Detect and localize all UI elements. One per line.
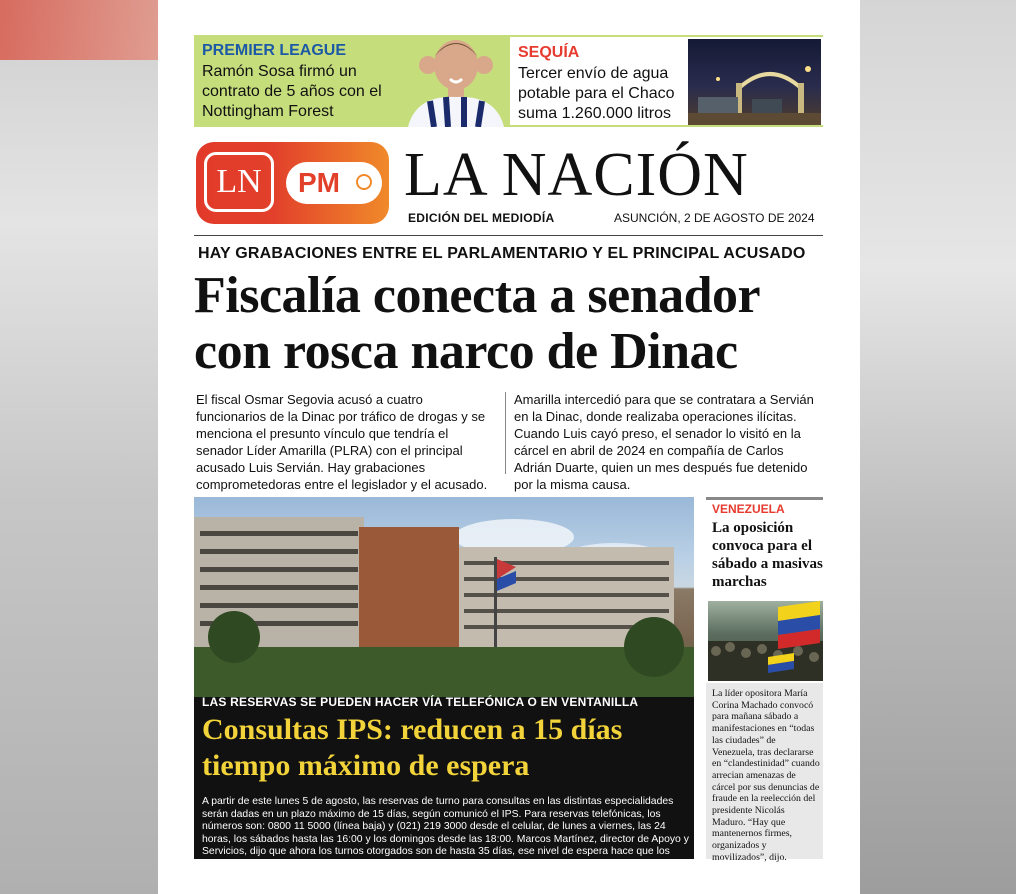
main-story-headline[interactable]: Fiscalía conecta a senador con rosca narco de Dinac: [194, 267, 760, 380]
top-teaser-banner: [194, 35, 823, 127]
venezuela-crowd-photo: [708, 601, 823, 681]
background-blur-left: [0, 0, 158, 894]
ips-story-headline[interactable]: Consultas IPS: reducen a 15 días tiempo máximo de espera: [202, 713, 623, 782]
main-story-column-1: El fiscal Osmar Segovia acusó a cuatro funcionarios de la Dinac por tráfico de drogas y se menciona el presunto vínculo que tendría el senador Líder Amarilla (PLRA) con el principal acusado Luis Servián. Hay grabaciones comprometedoras entre el legislador y el acusado.: [196, 392, 488, 492]
teaser-sequia[interactable]: [510, 35, 823, 127]
masthead-divider: [194, 235, 823, 236]
ips-story-kicker: LAS RESERVAS SE PUEDEN HACER VÍA TELEFÓNICA O EN VENTANILLA: [202, 695, 639, 709]
date-line: ASUNCIÓN, 2 DE AGOSTO DE 2024: [614, 211, 815, 225]
newspaper-front-page: [158, 0, 860, 894]
player-photo: [364, 35, 510, 127]
teaser-kicker: PREMIER LEAGUE: [202, 42, 347, 59]
newspaper-title: LA NACIÓN: [404, 141, 749, 209]
edition-label: EDICIÓN DEL MEDIODÍA: [408, 211, 555, 225]
sidebar-top-rule: [706, 497, 823, 500]
logo-pm: [286, 162, 382, 204]
ips-story-body: A partir de este lunes 5 de agosto, las reservas de turno para consultas en las distintas especialidades serán dadas en un plazo máximo de 15 días, según comunicó el IPS. Para reservas telefónicas, los números son: 0800 11 5000 (línea baja) y (021) 219 3000 desde el celular, de lunes a viernes, las 24 horas, los sábados hasta las 16:00 y los domingos desde las 18:00. Marcos Martínez, director de Apoyo y Servicios, dijo que ahora los turnos otorgados son de hasta 35 días, ese nivel de espera hace que los asegurados busquen alternativas y finalmente no se presenten.: [202, 796, 689, 870]
main-story-kicker: HAY GRABACIONES ENTRE EL PARLAMENTARIO Y EL PRINCIPAL ACUSADO: [198, 245, 806, 262]
column-divider: [505, 392, 506, 474]
venezuela-headline[interactable]: La oposición convoca para el sábado a masivas marchas: [712, 520, 823, 590]
ips-building-photo: [194, 497, 694, 697]
logo-ln: LN: [204, 152, 274, 212]
venezuela-body: La líder opositora María Corina Machado convocó para mañana sábado a manifestaciones en “todas las ciudades” de Venezuela, tras declararse en “clandestinidad” cuando arrecian amenazas de cárcel por sus denuncias de fraude en la reelección del presidente Nicolás Maduro. “Hay que mantenernos firmes, organizados y movilizados”, dijo.: [712, 688, 820, 863]
teaser-premier-league[interactable]: [194, 35, 510, 127]
venezuela-kicker: VENEZUELA: [712, 502, 785, 516]
background-blur-right: [860, 0, 1016, 894]
night-photo: [688, 39, 821, 125]
ln-pm-logo[interactable]: [196, 142, 389, 224]
sun-icon: [356, 174, 372, 190]
teaser-text: Ramón Sosa firmó un contrato de 5 años con el Nottingham Forest: [202, 63, 382, 120]
teaser-kicker: SEQUÍA: [518, 44, 580, 61]
logo-pm-text: PM: [298, 167, 340, 198]
teaser-text: Tercer envío de agua potable para el Chaco suma 1.260.000 litros: [518, 65, 675, 122]
main-story-column-2: Amarilla intercedió para que se contratara a Servián en la Dinac, donde realizaba operaciones ilícitas. Cuando Luis cayó preso, el senador lo visitó en la cárcel en abril de 2024 en compañía de Carlos Adrián Duarte, quien un mes después fue detenido por la misma causa.: [514, 392, 814, 492]
